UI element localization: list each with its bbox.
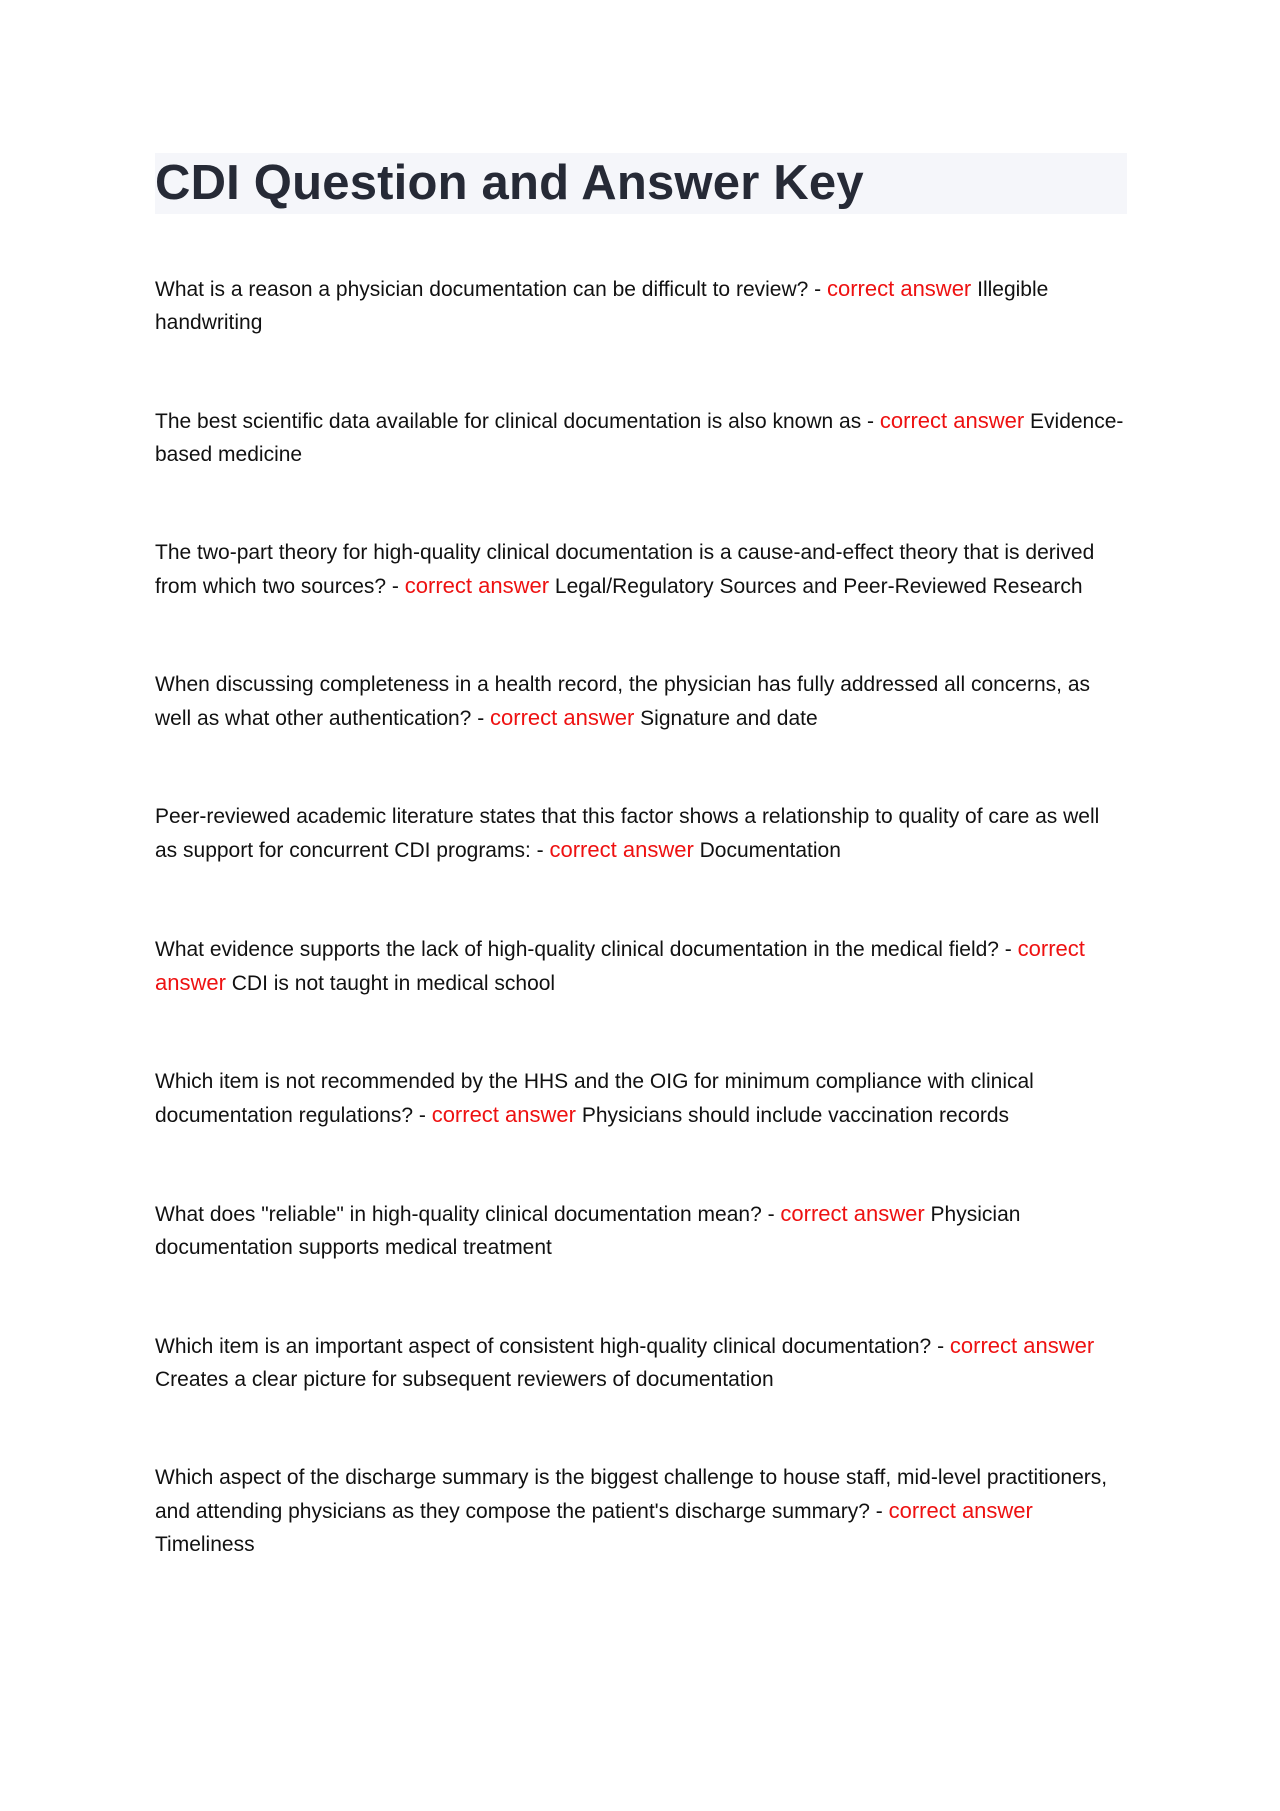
- qa-item-5: [155, 800, 1127, 867]
- answer-label: correct answer: [879, 408, 1025, 433]
- qa-item-4: [155, 668, 1127, 735]
- question-text: What does "reliable" in high-quality clinical documentation mean?: [155, 1203, 762, 1226]
- page-title: CDI Question and Answer Key: [155, 156, 864, 210]
- qa-item-10: [155, 1461, 1127, 1561]
- answer-text: Timeliness: [155, 1533, 255, 1556]
- separator: -: [386, 575, 405, 598]
- qa-item-3: [155, 536, 1127, 603]
- answer-label: correct answer: [155, 936, 1085, 995]
- answer-label: correct answer: [490, 705, 635, 730]
- document-page: [155, 153, 1127, 1626]
- answer-text: Physicians should include vaccination records: [581, 1104, 1010, 1127]
- separator: -: [931, 1335, 950, 1358]
- question-text: What is a reason a physician documentation can be difficult to review?: [155, 278, 809, 301]
- answer-label: correct answer: [949, 1333, 1095, 1358]
- separator: -: [761, 1203, 781, 1226]
- qa-item-9: [155, 1329, 1127, 1396]
- question-text: The two-part theory for high-quality clinical documentation is a cause-and-effect theory that is derived from which two sources?: [155, 541, 1095, 598]
- answer-label: correct answer: [888, 1498, 1033, 1523]
- separator: -: [808, 278, 827, 301]
- answer-text: Evidence-based medicine: [155, 410, 1124, 466]
- separator: -: [998, 938, 1018, 961]
- separator: -: [869, 1500, 889, 1523]
- question-text: When discussing completeness in a health record, the physician has fully addressed all concerns, as well as what other authentication?: [155, 673, 1091, 730]
- question-text: What evidence supports the lack of high-quality clinical documentation in the medical field?: [155, 938, 999, 961]
- title-bar: [155, 153, 1127, 214]
- answer-label: correct answer: [404, 573, 550, 598]
- question-text: Which item is not recommended by the HHS and the OIG for minimum compliance with clinical documentation regulations?: [155, 1070, 1034, 1127]
- qa-item-8: [155, 1197, 1127, 1264]
- question-text: Which item is an important aspect of consistent high-quality clinical documentation?: [155, 1335, 932, 1358]
- question-text: The best scientific data available for clinical documentation is also known as: [155, 410, 862, 433]
- separator: -: [471, 707, 491, 730]
- answer-label: correct answer: [826, 276, 972, 301]
- separator: -: [530, 839, 550, 862]
- separator: -: [413, 1104, 432, 1127]
- answer-text: Illegible handwriting: [155, 278, 1049, 334]
- answer-label: correct answer: [780, 1201, 925, 1226]
- qa-item-1: [155, 272, 1127, 339]
- answer-label: correct answer: [431, 1102, 576, 1127]
- answer-text: Legal/Regulatory Sources and Peer-Reviewed Research: [554, 575, 1083, 598]
- answer-text: Documentation: [699, 839, 841, 862]
- question-text: Which aspect of the discharge summary is the biggest challenge to house staff, mid-level practitioners, and attending physicians as they compose the patient's discharge summary?: [155, 1466, 1108, 1523]
- answer-text: CDI is not taught in medical school: [231, 972, 556, 995]
- qa-list: [155, 272, 1127, 1561]
- question-text: Peer-reviewed academic literature states that this factor shows a relationship to quality of care as well as support for concurrent CDI programs:: [155, 805, 1100, 862]
- separator: -: [861, 410, 880, 433]
- answer-text: Physician documentation supports medical treatment: [155, 1203, 1021, 1259]
- qa-item-2: [155, 404, 1127, 471]
- qa-item-7: [155, 1065, 1127, 1132]
- qa-item-6: [155, 932, 1127, 1000]
- answer-label: correct answer: [549, 837, 694, 862]
- answer-text: Creates a clear picture for subsequent reviewers of documentation: [155, 1368, 774, 1391]
- answer-text: Signature and date: [640, 707, 818, 730]
